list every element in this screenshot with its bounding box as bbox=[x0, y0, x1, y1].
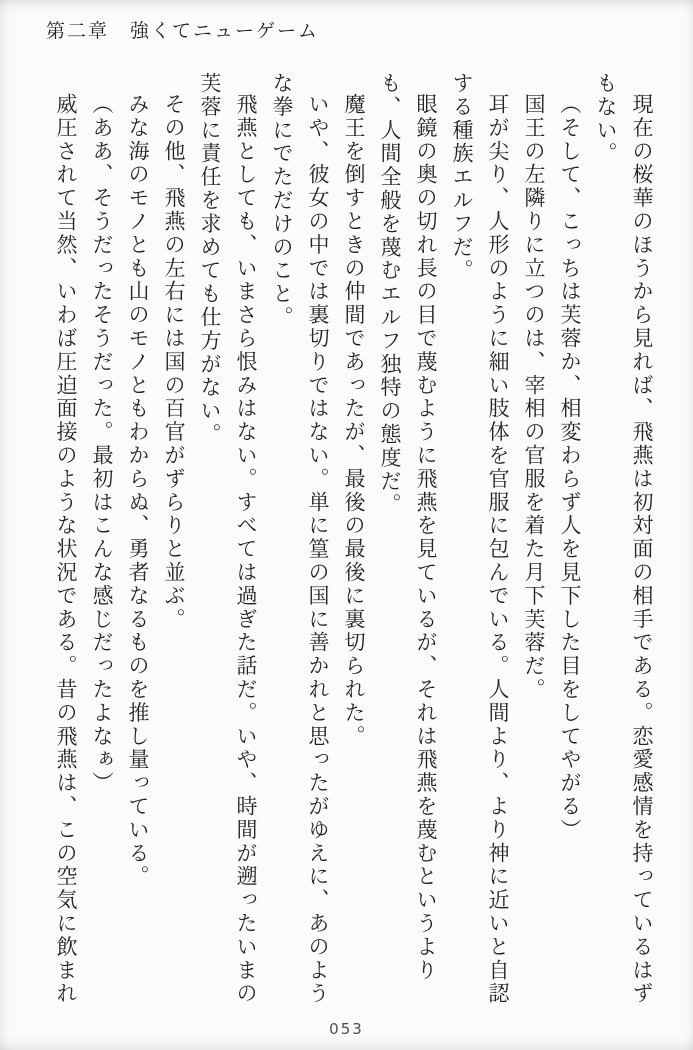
page-number: 053 bbox=[329, 1020, 364, 1038]
paragraph: 耳が尖り、人形のように細い肢体を官服に包んでいる。人間より、より神に近いと自認する種族エルフだ。 bbox=[450, 72, 510, 1006]
paragraph: 威圧されて当然、いわば圧迫面接のような状況である。昔の飛燕は、この空気に飲まれ bbox=[54, 93, 78, 1006]
paragraph: その他、飛燕の左右には国の百官がずらりと並ぶ。 bbox=[162, 93, 186, 632]
chapter-header: 第二章 強くてニューゲーム bbox=[46, 21, 320, 42]
paragraph: みな海のモノとも山のモノともわからぬ、勇者なるものを推し量っている。 bbox=[126, 93, 150, 889]
paragraph: 現在の桜華のほうから見れば、飛燕は初対面の相手である。恋愛感情を持っているはずもない。 bbox=[594, 72, 654, 1006]
paragraph: 眼鏡の奥の切れ長の目で蔑むように飛燕を見ているが、それは飛燕を蔑むというよりも、人間全般を蔑むエルフ独特の態度だ。 bbox=[378, 72, 438, 983]
paragraph: 飛燕としても、いまさら恨みはない。すべては過ぎた話だ。いや、時間が遡ったいまの芙蓉に責任を求めても仕方がない。 bbox=[198, 72, 258, 1006]
paragraph: 魔王を倒すときの仲間であったが、最後の最後に裏切られた。 bbox=[342, 93, 366, 749]
paragraph: いや、彼女の中では裏切りではない。単に篁の国に善かれと思ったがゆえに、あのような拳にでただけのこと。 bbox=[270, 72, 330, 1006]
paragraph: （ああ、そうだったそうだった。最初はこんな感じだったよなぁ） bbox=[90, 93, 114, 795]
paragraph: （そして、こっちは芙蓉か、相変わらず人を見下した目をしてやがる） bbox=[558, 93, 582, 842]
paragraph: 国王の左隣りに立つのは、宰相の官服を着た月下芙蓉だ。 bbox=[522, 93, 546, 702]
body-text bbox=[45, 72, 660, 1012]
